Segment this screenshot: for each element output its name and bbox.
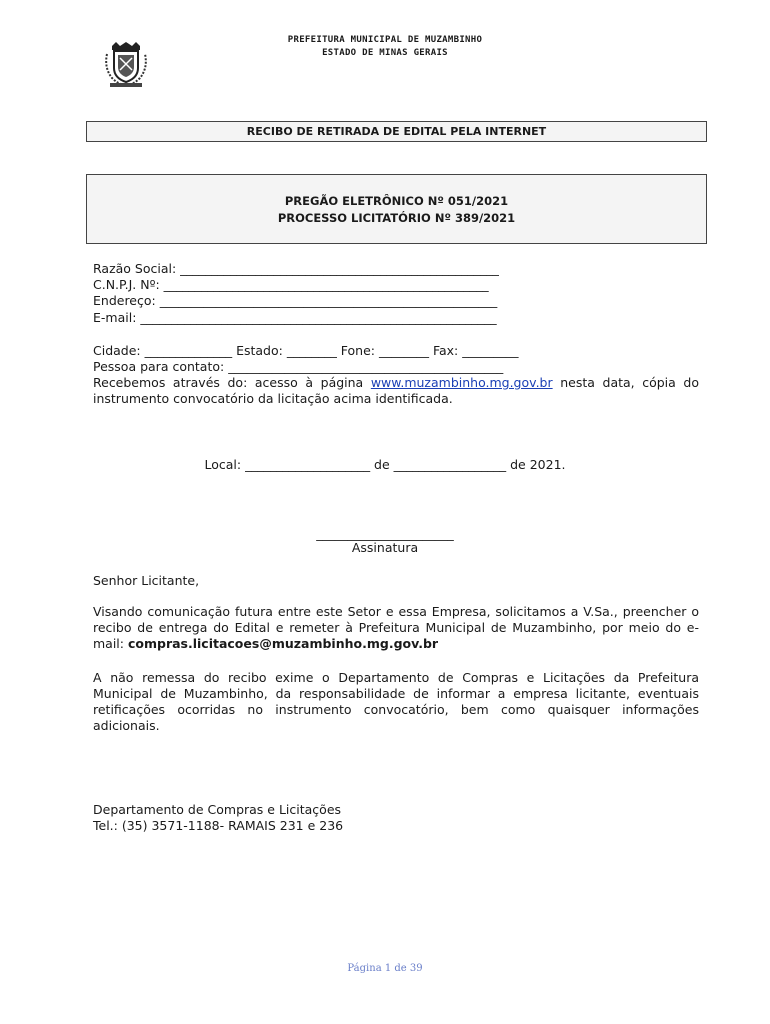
cnpj-field[interactable]: C.N.P.J. Nº: ____________________________________________________ (93, 277, 489, 292)
receipt-text-after: nesta data, cópia do instrumento convocatório da licitação acima identificada. (93, 375, 699, 406)
page-number: Página 1 de 39 (347, 963, 423, 974)
email-field[interactable]: E-mail: _________________________________________________________ (93, 310, 497, 325)
receipt-text-before: Recebemos através do: acesso à página (93, 375, 371, 390)
pessoa-contato-field[interactable]: Pessoa para contato: ____________________________________________ (93, 359, 504, 374)
local-date-line[interactable]: Local: ____________________ de __________________ de 2021. (204, 457, 566, 472)
salutation: Senhor Licitante, (93, 573, 200, 588)
razao-social-field[interactable]: Razão Social: ___________________________________________________ (93, 261, 499, 276)
receipt-title-box: RECIBO DE RETIRADA DE EDITAL PELA INTERNET (86, 121, 707, 142)
department-name: Departamento de Compras e Licitações (93, 802, 342, 817)
paragraph-disclaimer: A não remessa do recibo exime o Departamento de Compras e Licitações da Prefeitura Municipal de Muzambinho, da responsabilidade de informar a empresa licitante, eventuais retificações ocorridas no instrumento convocatório, bem como quaisquer informações adicionais. (93, 670, 699, 733)
contact-email: compras.licitacoes@muzambinho.mg.gov.br (127, 636, 439, 651)
signature-line[interactable]: ______________________ (316, 526, 454, 541)
endereco-field[interactable]: Endereço: ______________________________________________________ (93, 293, 498, 308)
cidade-estado-fone-fax-field[interactable]: Cidade: ______________ Estado: ________ Fone: ________ Fax: _________ (93, 343, 519, 358)
pregao-line: PREGÃO ELETRÔNICO Nº 051/2021 (284, 194, 509, 208)
process-box (86, 174, 707, 244)
header-line-1: PREFEITURA MUNICIPAL DE MUZAMBINHO (287, 35, 483, 45)
department-phone: Tel.: (35) 3571-1188- RAMAIS 231 e 236 (93, 818, 344, 833)
processo-line: PROCESSO LICITATÓRIO Nº 389/2021 (277, 211, 516, 225)
header-line-2: ESTADO DE MINAS GERAIS (322, 48, 448, 58)
paragraph-communication (93, 604, 699, 652)
paragraph-communication-text: Visando comunicação futura entre este Setor e essa Empresa, solicitamos a V.Sa., preencher o recibo de entrega do Edital e remeter à Prefeitura Municipal de Muzambinho, por meio do e-mail: (93, 604, 699, 651)
website-link[interactable]: www.muzambinho.mg.gov.br (370, 375, 553, 390)
municipal-coat-of-arms-icon (104, 42, 148, 88)
receipt-statement (93, 375, 699, 407)
signature-label: Assinatura (351, 540, 419, 555)
